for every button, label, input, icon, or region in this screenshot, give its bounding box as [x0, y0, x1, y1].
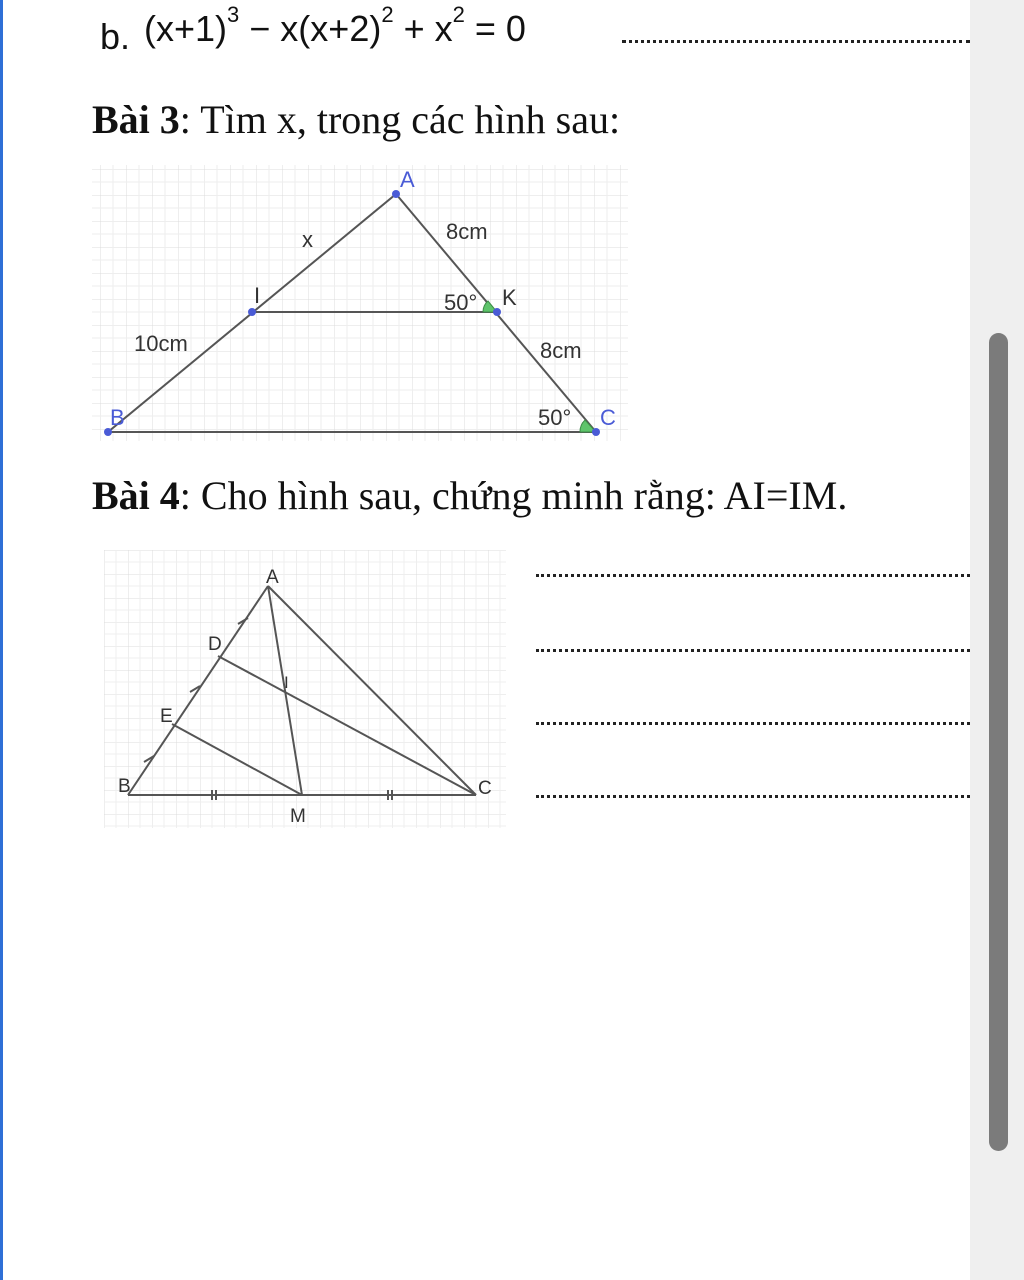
label-b: B [110, 405, 125, 430]
bai4-heading [92, 472, 847, 519]
label-ak-length: 8cm [446, 219, 488, 244]
point-i [248, 308, 256, 316]
eq-term-3: + x [393, 8, 453, 49]
label-c-2: C [478, 778, 492, 799]
label-a-2: A [266, 567, 279, 588]
label-angle-k: 50° [444, 290, 478, 315]
label-i: I [254, 283, 261, 308]
label-m: M [290, 806, 306, 827]
figure-bai4 [104, 550, 510, 832]
eq-exp-3: 2 [452, 2, 465, 27]
point-k [493, 308, 501, 316]
bai3-number: Bài 3 [92, 97, 180, 142]
label-x: x [302, 227, 313, 252]
label-kc-length: 8cm [540, 338, 582, 363]
bai3-heading [92, 96, 620, 143]
bai4-number: Bài 4 [92, 473, 180, 518]
problem-b-label: b. [100, 16, 131, 57]
answer-dotline-4 [536, 795, 970, 798]
label-b-2: B [118, 776, 131, 797]
grid-background [92, 165, 628, 441]
label-d: D [208, 634, 222, 655]
label-e: E [160, 706, 173, 727]
bai3-text: : Tìm x, trong các hình sau: [179, 97, 621, 142]
eq-exp-2: 2 [381, 2, 394, 27]
bai4-text: : Cho hình sau, chứng minh rằng: AI=IM. [179, 473, 848, 518]
point-c [592, 428, 600, 436]
left-accent-bar [0, 0, 3, 1280]
answer-dotline-b [622, 40, 970, 43]
eq-term-2: − x(x+2) [239, 8, 382, 49]
answer-dotline-3 [536, 722, 970, 725]
scrollbar-thumb[interactable] [989, 333, 1008, 1151]
eq-term-4: = 0 [464, 8, 526, 49]
answer-dotline-1 [536, 574, 970, 577]
label-c: C [600, 405, 616, 430]
equation [144, 2, 526, 50]
eq-term-1: (x+1) [144, 8, 228, 49]
grid-background-2 [104, 550, 506, 828]
label-angle-c: 50° [538, 405, 572, 430]
eq-exp-1: 3 [227, 2, 240, 27]
label-a: A [400, 167, 415, 192]
label-ib-length: 10cm [134, 331, 188, 356]
figure-bai3 [92, 165, 632, 445]
answer-dotline-2 [536, 649, 970, 652]
label-i-2: I [284, 673, 289, 692]
point-a [392, 190, 400, 198]
label-k: K [502, 285, 517, 310]
